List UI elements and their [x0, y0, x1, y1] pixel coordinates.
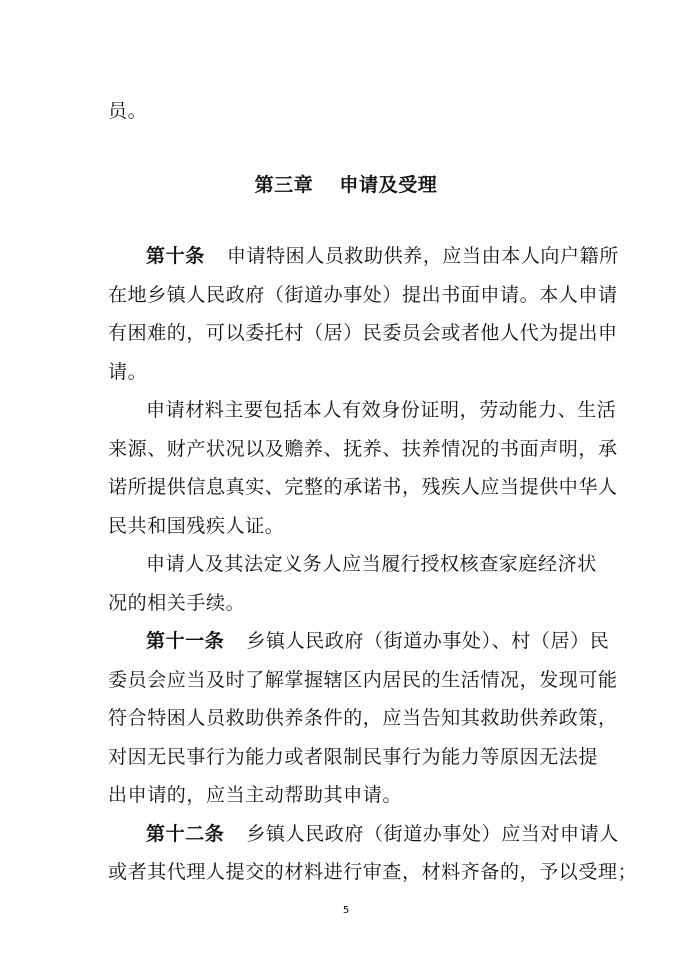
article10-line-3: 有困难的，可以委托村（居）民委员会或者他人代为提出申 — [108, 322, 618, 344]
article11-line-5: 出申请的，应当主动帮助其申请。 — [108, 784, 403, 806]
article11-line-1: 第十一条 乡镇人民政府（街道办事处）、村（居）民 — [146, 630, 610, 652]
materials-line-1: 申请材料主要包括本人有效身份证明，劳动能力、生活 — [146, 399, 617, 421]
article11-line-3: 符合特困人员救助供养条件的，应当告知其救助供养政策， — [108, 707, 618, 729]
article10-label: 第十条 — [146, 245, 205, 267]
continuation-text: 员。 — [108, 100, 148, 122]
article12-label: 第十二条 — [146, 822, 225, 845]
article11-line-2: 委员会应当及时了解掌握辖区内居民的生活情况，发现可能 — [108, 668, 618, 691]
materials-line-4: 民共和国残疾人证。 — [108, 514, 285, 537]
article10-line-1: 第十条 申请特困人员救助供养，应当由本人向户籍所 — [146, 245, 619, 267]
article12-line-1: 第十二条 乡镇人民政府（街道办事处）应当对申请人 — [146, 822, 619, 845]
article11-line-4: 对因无民事行为能力或者限制民事行为能力等原因无法提 — [108, 745, 599, 768]
article10-line-4: 请。 — [108, 360, 148, 383]
article10-line-2: 在地乡镇人民政府（街道办事处）提出书面申请。本人申请 — [108, 283, 618, 306]
chapter-number: 第三章 — [254, 174, 314, 196]
materials-line-3: 诺所提供信息真实、完整的承诺书，残疾人应当提供中华人 — [108, 476, 618, 498]
body-text — [108, 237, 638, 892]
authorize-line-2: 况的相关手续。 — [108, 591, 246, 614]
page-number: 5 — [342, 905, 350, 916]
chapter-heading — [0, 170, 692, 197]
authorize-line-1: 申请人及其法定义务人应当履行授权核查家庭经济状 — [146, 553, 597, 575]
article11-label: 第十一条 — [146, 630, 225, 652]
continuation-block — [108, 92, 586, 131]
article12-line-2: 或者其代理人提交的材料进行审查，材料齐备的，予以受理； — [108, 861, 638, 883]
materials-line-2: 来源、财产状况以及赡养、抚养、扶养情况的书面声明，承 — [108, 437, 618, 460]
chapter-title: 申请及受理 — [339, 174, 438, 196]
